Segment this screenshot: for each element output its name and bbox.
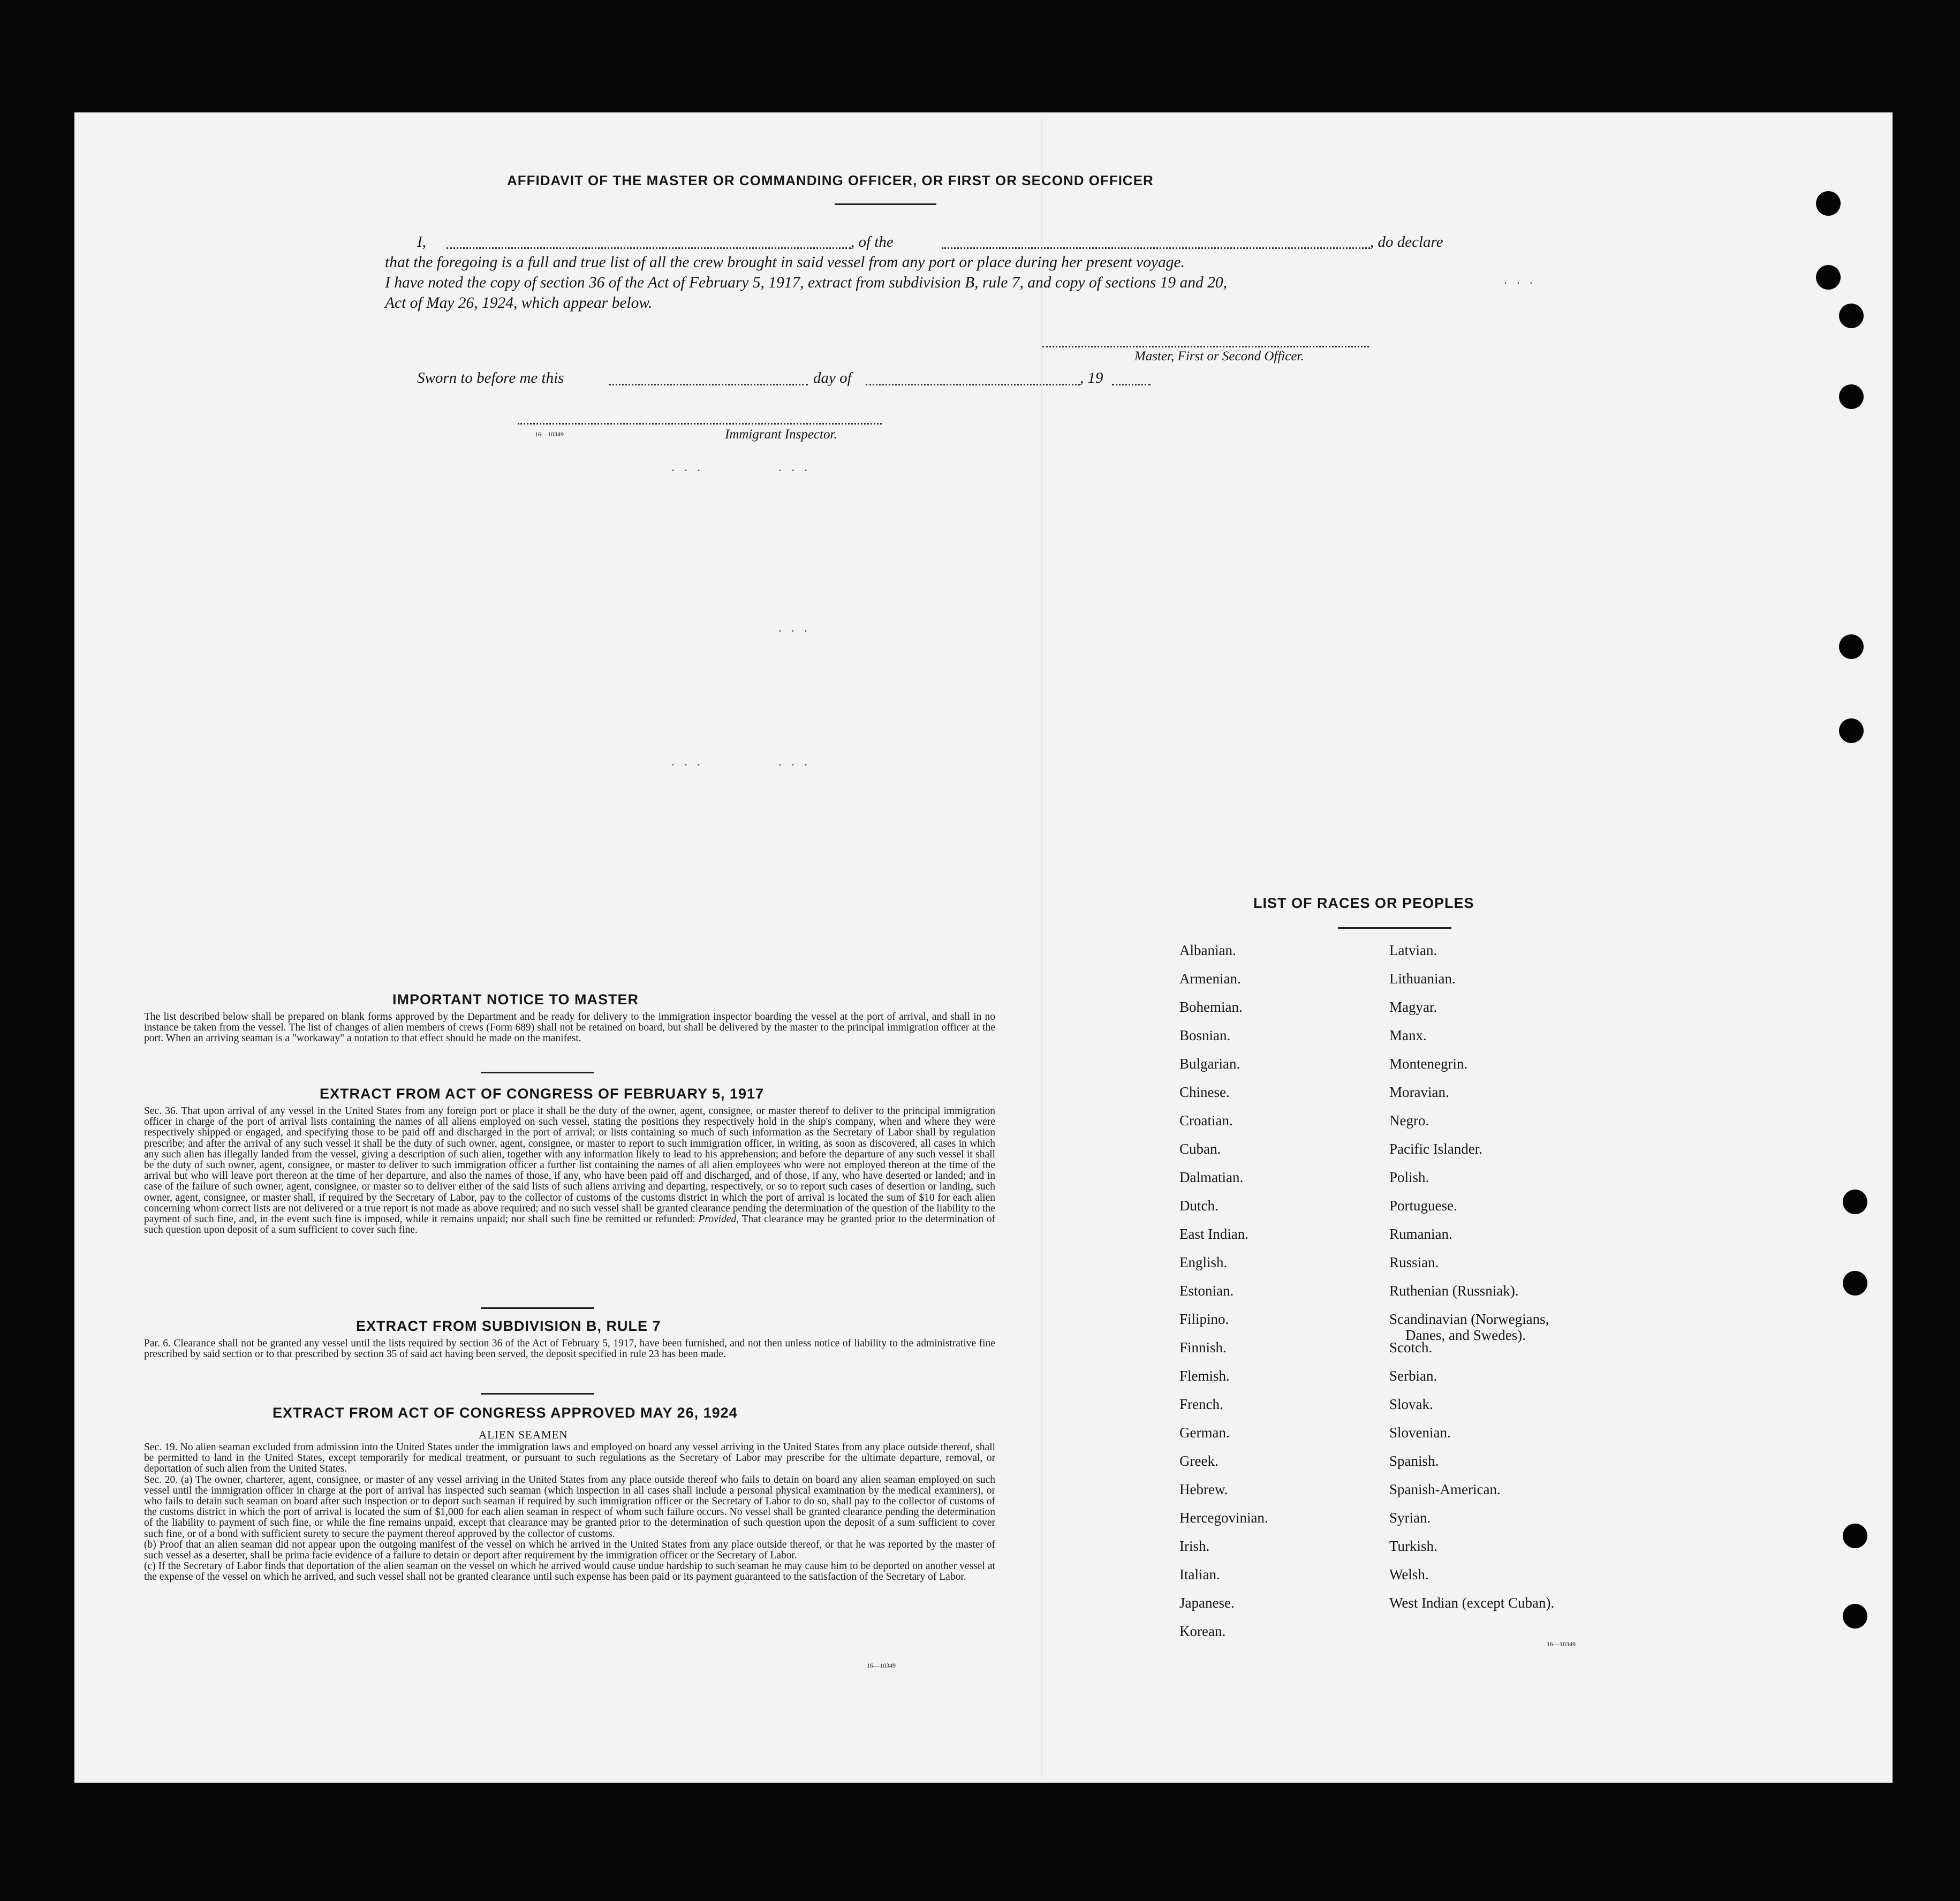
race-item: Danes, and Swedes).: [1405, 1327, 1526, 1343]
race-item: Pacific Islander.: [1389, 1141, 1482, 1157]
affidavit-vessel-blank[interactable]: [942, 247, 1370, 249]
sworn-month-blank[interactable]: [866, 384, 1080, 385]
sworn-year-blank[interactable]: [1112, 384, 1151, 385]
master-signature-label: Master, First or Second Officer.: [1134, 349, 1304, 363]
extract-1917-body-end: That clearance may be granted prior to the determination of such question upon deposit of a sum sufficient to cover such fine.: [144, 1214, 995, 1236]
race-item: Croatian.: [1179, 1112, 1233, 1129]
race-item: Dutch.: [1179, 1198, 1219, 1214]
race-item: Japanese.: [1179, 1595, 1235, 1611]
race-item: Bulgarian.: [1179, 1056, 1240, 1072]
inspector-label: Immigrant Inspector.: [725, 427, 837, 442]
extract-1924-sec20a: Sec. 20. (a) The owner, charterer, agent, consignee, or master of any vessel arriving in the United States from any place outside thereof who fails to detain on board any alien seaman employed on such vessel until the immigration officer in charge at the port of arrival has inspected such seaman (which inspection in all cases shall include a personal physical examination by the medical examiners), or who fails to detain such seaman on board after such inspection or to deport such seaman if required by such immigration officer or the Secretary of Labor to do so, shall pay to the collector of customs of the customs district in which the port of arrival is located the sum of $1,000 for each alien seaman in respect of whom such failure occurs. No vessel shall be granted clearance pending the determination of the liability to payment of such fine, or while the fine remains unpaid, except that clearance may be granted prior to the determination of such question upon the deposit of a sum sufficient to cover such fine, or of a bond with sufficient surety to secure the payment thereof approved by the collector of customs.: [144, 1474, 995, 1540]
sworn-year-prefix: , 19: [1080, 369, 1103, 387]
race-item: Flemish.: [1179, 1368, 1230, 1384]
race-item: Latvian.: [1389, 942, 1437, 958]
race-item: Serbian.: [1389, 1368, 1437, 1384]
notice-title: IMPORTANT NOTICE TO MASTER: [392, 991, 639, 1008]
punch-hole: [1843, 1190, 1867, 1214]
race-item: Cuban.: [1179, 1141, 1221, 1157]
sworn-day-of: day of: [813, 369, 852, 387]
race-item: Hebrew.: [1179, 1481, 1228, 1497]
race-item: Moravian.: [1389, 1084, 1449, 1100]
punch-hole: [1843, 1604, 1867, 1629]
races-title: LIST OF RACES OR PEOPLES: [1253, 895, 1474, 911]
punch-hole: [1839, 304, 1864, 328]
master-signature-blank[interactable]: [1042, 346, 1369, 347]
punch-hole: [1839, 384, 1864, 409]
race-item: Armenian.: [1179, 971, 1241, 987]
race-item: Greek.: [1179, 1453, 1219, 1469]
race-item: German.: [1179, 1425, 1230, 1441]
page-fold: [1041, 118, 1042, 1777]
speck: ...: [671, 460, 710, 474]
race-item: Bohemian.: [1179, 999, 1243, 1015]
extract-1924-sec20c: (c) If the Secretary of Labor finds that deportation of the alien seaman on the vessel on which he arrived would cause undue hardship to such seaman he may cause him to be deported on another vessel at the expense of the vessel on which he arrived, and such vessel shall not be granted clearance until such expense has been paid or its payment guaranteed to the satisfaction of the Secretary of Labor.: [144, 1561, 995, 1583]
race-item: Slovak.: [1389, 1396, 1433, 1412]
affidavit-line4: Act of May 26, 1924, which appear below.: [385, 294, 653, 312]
extract-1924-body: [144, 1442, 995, 1583]
race-item: Montenegrin.: [1389, 1056, 1468, 1072]
race-item: Magyar.: [1389, 999, 1437, 1015]
race-item: East Indian.: [1179, 1226, 1248, 1242]
race-item: Slovenian.: [1389, 1425, 1451, 1441]
punch-hole: [1816, 265, 1841, 290]
race-item: Spanish-American.: [1389, 1481, 1501, 1497]
affidavit-line2: that the foregoing is a full and true list of all the crew brought in said vessel from any port or place during her present voyage.: [385, 254, 1185, 271]
race-item: Korean.: [1179, 1623, 1226, 1639]
extract-rule7-title: EXTRACT FROM SUBDIVISION B, RULE 7: [356, 1318, 661, 1334]
race-item: Italian.: [1179, 1566, 1220, 1582]
affidavit-line1-i: I,: [417, 233, 426, 251]
extract-1924-title: EXTRACT FROM ACT OF CONGRESS APPROVED MAY 26, 1924: [273, 1405, 738, 1421]
affidavit-title-rule: [835, 203, 936, 205]
race-item: Welsh.: [1389, 1566, 1429, 1582]
extract-1917-provided: Provided,: [698, 1214, 739, 1225]
race-item: Scandinavian (Norwegians,: [1389, 1311, 1549, 1327]
races-title-rule: [1338, 927, 1451, 929]
punch-hole: [1843, 1271, 1867, 1296]
extract-1917-title: EXTRACT FROM ACT OF CONGRESS OF FEBRUARY 5, 1917: [320, 1086, 765, 1102]
document-page: [74, 112, 1893, 1783]
race-item: Rumanian.: [1389, 1226, 1452, 1242]
extract-1917-body: [144, 1106, 995, 1236]
notice-body: The list described below shall be prepared on blank forms approved by the Department and be ready for delivery to the immigration inspector boarding the vessel at the port of arrival, and shall in no instance be taken from the vessel. The list of changes of alien members of crews (Form 689) shall not be retained on board, but shall be delivered by the master to the principal immigration officer at the port. When an arriving seaman is a "workaway" a notation to that effect should be made on the manifest.: [144, 1011, 995, 1044]
race-item: English.: [1179, 1254, 1228, 1270]
extract-rule7-body: Par. 6. Clearance shall not be granted any vessel until the lists required by section 36 of the Act of February 5, 1917, have been furnished, and not then unless notice of liability to the administrative fine prescribed by said section or to that prescribed by section 35 of said act having been served, the deposit specified in rule 23 has been made.: [144, 1338, 995, 1360]
notice-rule: [481, 1072, 594, 1073]
affidavit-title: AFFIDAVIT OF THE MASTER OR COMMANDING OFFICER, OR FIRST OR SECOND OFFICER: [507, 172, 1154, 188]
sworn-prefix: Sworn to before me this: [417, 369, 564, 387]
race-item: Scotch.: [1389, 1339, 1433, 1355]
affidavit-line1-of-the: , of the: [851, 233, 894, 251]
speck: ...: [1504, 273, 1542, 287]
punch-hole: [1816, 191, 1841, 216]
race-item: Ruthenian (Russniak).: [1389, 1283, 1519, 1299]
race-item: Spanish.: [1389, 1453, 1439, 1469]
race-item: Lithuanian.: [1389, 971, 1456, 987]
race-item: French.: [1179, 1396, 1223, 1412]
race-item: Albanian.: [1179, 942, 1236, 958]
race-item: Manx.: [1389, 1027, 1427, 1043]
affidavit-line1-do-declare: , do declare: [1370, 233, 1443, 251]
speck: ...: [671, 755, 710, 769]
race-item: Portuguese.: [1389, 1198, 1457, 1214]
sworn-day-blank[interactable]: [609, 384, 808, 385]
race-item: Chinese.: [1179, 1084, 1230, 1100]
race-item: Russian.: [1389, 1254, 1439, 1270]
race-item: Bosnian.: [1179, 1027, 1231, 1043]
extract-1924-subtitle: ALIEN SEAMEN: [479, 1428, 568, 1441]
punch-hole: [1839, 634, 1864, 659]
race-item: Filipino.: [1179, 1311, 1229, 1327]
race-item: Irish.: [1179, 1538, 1210, 1554]
speck: ...: [778, 621, 817, 635]
speck: ...: [778, 460, 817, 474]
extract-1924-sec19: Sec. 19. No alien seaman excluded from admission into the United States under the immigration laws and employed on board any vessel arriving in the United States from any place outside thereof, shall be permitted to land in the United States, except temporarily for medical treatment, or pursuant to such regulations as the Secretary of Labor may prescribe for the ultimate departure, removal, or deportation of such alien from the United States.: [144, 1442, 995, 1475]
race-item: Finnish.: [1179, 1339, 1227, 1355]
race-item: West Indian (except Cuban).: [1389, 1595, 1555, 1611]
race-item: Negro.: [1389, 1112, 1429, 1129]
extract-rule7-rule: [481, 1393, 594, 1395]
punch-hole: [1839, 718, 1864, 743]
races-form-number: 16—10349: [1547, 1640, 1576, 1648]
race-item: Hercegovinian.: [1179, 1510, 1268, 1526]
race-item: Turkish.: [1389, 1538, 1437, 1554]
race-item: Estonian.: [1179, 1283, 1234, 1299]
speck: ...: [778, 755, 817, 769]
affidavit-name-blank[interactable]: [447, 247, 851, 249]
extract-1917-body-start: Sec. 36. That upon arrival of any vessel in the United States from any foreign port or place it shall be the duty of the owner, agent, consignee, or master thereof to deliver to the principal immigration officer in charge of the port of arrival lists containing the names of all aliens employed on such vessel, stating the positions they respectively hold in the ship's company, when and where they were respectively shipped or engaged, and specifying those to be paid off and discharged in the port of arrival; or lists containing so much of such information as the Secretary of Labor shall by regulation prescribe; and after the arrival of any such vessel it shall be the duty of such owner, agent, consignee, or master to report to such immigration officer, in writing, as soon as discovered, all cases in which any such alien has illegally landed from the vessel, giving a description of such alien, together with any information likely to lead to his apprehension; and before the departure of any such vessel it shall be the duty of such owner, agent, consignee, or master to deliver to such immigration officer a further list containing the names of all alien employees who were not employed thereon at the time of the arrival but who will leave port thereon at the time of her departure, and also the names of those, if any, who have been paid off and discharged, and of those, if any, who have deserted or landed; and in case of the failure of such owner, agent, consignee, or master so to deliver either of the said lists of such aliens arriving and departing, respectively, or so to report such cases of desertion or landing, such owner, agent, consignee, or master shall, if required by the Secretary of Labor, pay to the collector of customs of the customs district in which the port of arrival is located the sum of $10 for each alien concerning whom correct lists are not delivered or a true report is not made as above required; and no such vessel shall be granted clearance pending the determination of the question of the liability to the payment of such fine, and, in the event such fine is imposed, while it remains unpaid; nor shall such fine be remitted or refunded:: [144, 1105, 995, 1225]
extract-1917-rule: [481, 1307, 594, 1309]
race-item: Dalmatian.: [1179, 1169, 1244, 1185]
affidavit-line3: I have noted the copy of section 36 of the Act of February 5, 1917, extract from subdivision B, rule 7, and copy of sections 19 and 20,: [385, 274, 1228, 291]
race-item: Polish.: [1389, 1169, 1429, 1185]
inspector-signature-blank[interactable]: [518, 423, 882, 425]
affidavit-form-number: 16—10349: [535, 430, 564, 438]
extract-1924-form-number: 16—10349: [867, 1662, 896, 1669]
extract-1924-sec20b: (b) Proof that an alien seaman did not appear upon the outgoing manifest of the vessel on which he arrived in the United States from any place outside thereof, or that he was reported by the master of such vessel as a deserter, shall be prima facie evidence of a failure to detain or deport after requirement by the immigration officer or the Secretary of Labor.: [144, 1539, 995, 1562]
punch-hole: [1843, 1524, 1867, 1548]
race-item: Syrian.: [1389, 1510, 1431, 1526]
